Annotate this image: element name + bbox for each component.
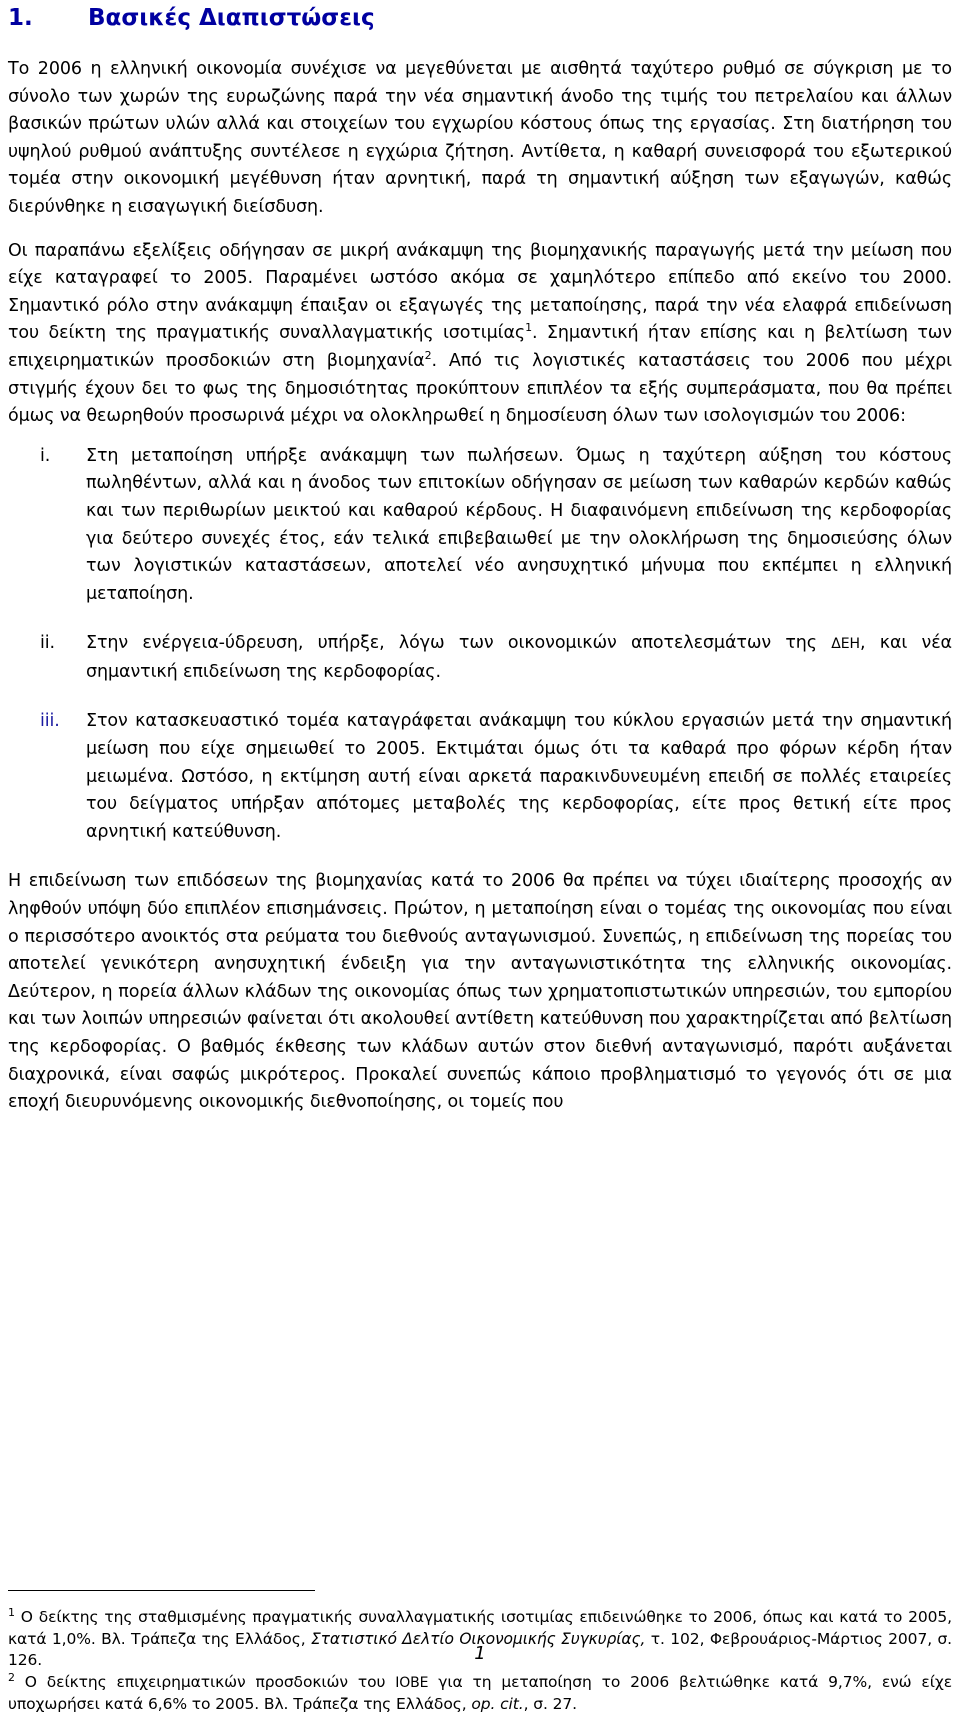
footnote-ref-2[interactable]: 2 <box>424 349 432 363</box>
list-item <box>8 630 952 686</box>
list-item-text: Στη μεταποίηση υπήρξε ανάκαμψη των πωλήσεων. Όμως η ταχύτερη αύξηση του κόστους πωληθέντων, αλλά και η άνοδος των επιτοκίων οδήγησαν σε μείωση των καθαρών κερδών καθώς και των περιθωρίων μεικτού και καθαρού κέρδους. Η διαφαινόμενη επιδείνωση της κερδοφορίας για δεύτερο συνεχές έτος, εάν τελικά επιβεβαιωθεί με την ολοκλήρωση της δημοσιεύσης όλων των λογιστικών καταστάσεων, αποτελεί νέο ανησυχητικό μήνυμα που εκπέμπει η ελληνική μεταποίηση. <box>86 445 952 604</box>
list-item-text-part-a: Στην ενέργεια-ύδρευση, υπήρξε, λόγω των οικονομικών αποτελεσμάτων της <box>86 633 832 654</box>
footnote-2 <box>8 1672 952 1716</box>
list-marker: i. <box>40 445 51 466</box>
section-title: Βασικές Διαπιστώσεις <box>88 5 375 31</box>
list-item <box>8 708 952 846</box>
footnote-2-italic: op. cit. <box>471 1695 524 1713</box>
page-number: 1 <box>474 1643 486 1664</box>
footnote-2-text-b: για τη μεταποίηση το 2006 βελτιώθηκε κατά 9,7%, ενώ είχε υποχωρήσει κατά 6,6% το 2005. Βλ. Τράπεζα της Ελλάδος, <box>8 1672 952 1713</box>
document-page <box>8 0 952 1117</box>
paragraph-2-part-b: . Σημαντική ήταν επίσης και η βελτίωση των επιχειρηματικών προσδοκιών στη βιομηχανία <box>8 323 952 371</box>
list-marker: iii. <box>40 711 60 732</box>
footnote-separator <box>8 1590 315 1591</box>
section-number: 1. <box>8 5 33 31</box>
footnote-1-italic: Στατιστικό Δελτίο Οικονομικής Συγκυρίας, <box>310 1629 646 1648</box>
abbreviation: ΙΟΒΕ <box>395 1674 429 1691</box>
paragraph-3: Η επιδείνωση των επιδόσεων της βιομηχανίας κατά το 2006 θα πρέπει να τύχει ιδιαίτερης προσοχής αν ληφθούν υπόψη δύο επιπλέον επισημάνσεις. Πρώτον, η μεταποίηση είναι ο τομέας της οικονομίας που είναι ο περισσότερο ανοικτός στα ρεύματα του διεθνούς ανταγωνισμού. Συνεπώς, η επιδείνωση της πορείας του αποτελεί γενικότερη ανησυχητική ένδειξη για την ανταγωνιστικότητα της ελληνικής οικονομίας. Δεύτερον, η πορεία άλλων κλάδων της οικονομίας όπως των χρηματοπιστωτικών υπηρεσιών, του εμπορίου και των λοιπών υπηρεσιών φαίνεται ότι ακολουθεί αντίθετη κατεύθυνση που χαρακτηρίζεται από βελτίωση της κερδοφορίας. Ο βαθμός έκθεσης των κλάδων αυτών στον διεθνή ανταγωνισμό, παρότι αυξάνεται διαχρονικά, είναι σαφώς μικρότερος. Προκαλεί συνεπώς κάποιο προβληματισμό το γεγονός ότι σε μια εποχή διευρυνόμενης οικονομικής διεθνοποίησης, οι τομείς που <box>8 871 952 1113</box>
paragraph-2 <box>8 238 952 431</box>
footnote-2-number: 2 <box>8 1670 15 1684</box>
abbreviation: ΔΕΗ <box>831 636 860 653</box>
list-marker: ii. <box>40 633 55 654</box>
paragraph-2-part-a: Οι παραπάνω εξελίξεις οδήγησαν σε μικρή ανάκαμψη της βιομηχανικής παραγωγής μετά την μείωση που είχε καταγραφεί το 2005. Παραμένει ωστόσο ακόμα σε χαμηλότερο επίπεδο από εκείνο του 2000. Σημαντικό ρόλο στην ανάκαμψη έπαιξαν οι εξαγωγές της μεταποίησης, παρά την νέα ελαφρά επιδείνωση του δείκτη της πραγματικής συναλλαγματικής ισοτιμίας <box>8 240 952 344</box>
findings-list <box>8 443 952 847</box>
section-heading <box>8 0 952 38</box>
footnote-2-text-a: Ο δείκτης επιχειρηματικών προσδοκιών του <box>14 1672 396 1691</box>
footnote-2-text-c: , σ. 27. <box>523 1695 577 1713</box>
list-item-text: Στον κατασκευαστικό τομέα καταγράφεται ανάκαμψη του κύκλου εργασιών μετά την σημαντική μείωση που είχε σημειωθεί το 2005. Εκτιμάται όμως ότι τα καθαρά προ φόρων κέρδη ήταν μειωμένα. Ωστόσο, η εκτίμηση αυτή είναι αρκετά παρακινδυνευμένη επειδή σε πολλές εταιρείες του δείγματος υπήρξαν απότομες μεταβολές της κερδοφορίας, είτε προς θετική είτε προς αρνητική κατεύθυνση. <box>86 711 952 842</box>
footnote-1-text-b: τ. 102, Φεβρουάριος-Μάρτιος 2007, σ. 126. <box>8 1629 952 1669</box>
list-item-text-part-b: , και νέα σημαντική επιδείνωση της κερδοφορίας. <box>86 633 952 682</box>
paragraph-2-part-c: . Από τις λογιστικές καταστάσεις του 2006 που μέχρι στιγμής έχουν δει το φως της δημοσιότητας προκύπτουν επιπλέον τα εξής συμπεράσματα, που θα πρέπει όμως να θεωρηθούν προσωρινά μέχρι να ολοκληρωθεί η δημοσίευση όλων των ισολογισμών του 2006: <box>8 350 952 427</box>
footnote-1-number: 1 <box>8 1605 15 1619</box>
paragraph-1: Το 2006 η ελληνική οικονομία συνέχισε να μεγεθύνεται με αισθητά ταχύτερο ρυθμό σε σύγκριση με το σύνολο των χωρών της ευρωζώνης παρά την νέα σημαντική άνοδο της τιμής του πετρελαίου και άλλων βασικών πρώτων υλών αλλά και στοιχείων του εγχωρίου κόστους όπως της εργασίας. Στη διατήρηση του υψηλού ρυθμού ανάπτυξης συντέλεσε η εγχώρια ζήτηση. Αντίθετα, η καθαρή συνεισφορά του εξωτερικού τομέα στην οικονομική μεγέθυνση ήταν αρνητική, παρά τη σημαντική αύξηση των εξαγωγών, καθώς διερύνθηκε η εισαγωγική διείσδυση. <box>8 59 952 217</box>
footnote-1-text-a: Ο δείκτης της σταθμισμένης πραγματικής συναλλαγματικής ισοτιμίας επιδεινώθηκε το 2006, όπως και κατά το 2005, κατά 1,0%. Βλ. Τράπεζα της Ελλάδος, <box>8 1608 952 1648</box>
list-item-text <box>86 633 952 682</box>
list-item <box>8 443 952 609</box>
footnote-ref-1[interactable]: 1 <box>525 321 532 335</box>
